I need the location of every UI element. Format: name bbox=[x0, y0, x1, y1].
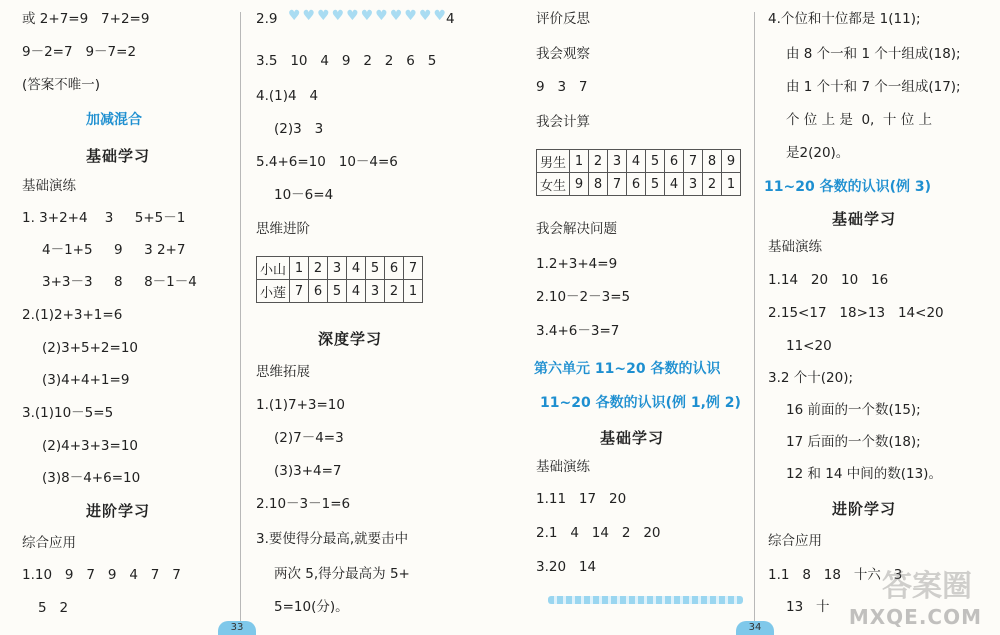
column-3 bbox=[536, 0, 751, 635]
table-cell: 男生 bbox=[537, 150, 570, 173]
table-cell: 5 bbox=[328, 280, 347, 303]
text-line: 5=10(分)。 bbox=[274, 599, 349, 615]
text-line: 基础演练 bbox=[768, 239, 822, 255]
table-cell: 6 bbox=[309, 280, 328, 303]
text-line: 2.(1)2+3+1=6 bbox=[22, 307, 123, 323]
text-line: 1.10 9 7 9 4 7 7 bbox=[22, 567, 181, 583]
text-line: (3)3+4=7 bbox=[274, 463, 342, 479]
column-divider bbox=[754, 12, 755, 622]
table-cell: 6 bbox=[665, 150, 684, 173]
text-line: 3+3－3 8 8－1－4 bbox=[42, 274, 197, 290]
table-row bbox=[537, 173, 741, 196]
table-cell: 4 bbox=[347, 280, 366, 303]
text-line: 1. 3+2+4 3 5+5－1 bbox=[22, 210, 186, 226]
text-line: (3)4+4+1=9 bbox=[42, 372, 130, 388]
text-line: 4.个位和十位都是 1(11); bbox=[768, 11, 921, 27]
text-line: 2.9 bbox=[256, 11, 278, 27]
unit-heading: 第六单元 11~20 各数的认识 bbox=[534, 361, 721, 377]
text-line: 3.20 14 bbox=[536, 559, 597, 575]
text-line: 3.5 10 4 9 2 2 6 5 bbox=[256, 53, 437, 69]
table-cell: 7 bbox=[404, 257, 423, 280]
text-line: 4 bbox=[446, 11, 455, 27]
text-line: 1.2+3+4=9 bbox=[536, 256, 618, 272]
table-cell: 9 bbox=[722, 150, 741, 173]
text-line: 11<20 bbox=[786, 338, 832, 354]
text-line: 我会计算 bbox=[536, 114, 590, 130]
text-line: 我会观察 bbox=[536, 46, 590, 62]
table-cell: 4 bbox=[347, 257, 366, 280]
watermark-logo: 答案圈 bbox=[882, 569, 972, 604]
text-line: 评价反思 bbox=[536, 11, 590, 27]
answer-table bbox=[256, 256, 423, 303]
table-cell: 8 bbox=[589, 173, 608, 196]
text-line: 10－6=4 bbox=[274, 187, 334, 203]
subsection-title: 基础学习 bbox=[86, 147, 151, 165]
lesson-heading: 11~20 各数的认识(例 3) bbox=[764, 179, 931, 195]
text-line: 1.(1)7+3=10 bbox=[256, 397, 345, 413]
table-cell: 4 bbox=[665, 173, 684, 196]
text-line: 1.11 17 20 bbox=[536, 491, 627, 507]
text-line: 综合应用 bbox=[22, 535, 76, 551]
table-cell: 2 bbox=[309, 257, 328, 280]
table-cell: 5 bbox=[646, 173, 665, 196]
text-line: 2.1 4 14 2 20 bbox=[536, 525, 661, 541]
column-divider bbox=[240, 12, 241, 622]
subsection-title: 基础学习 bbox=[832, 210, 897, 228]
text-line: 3.2 个十(20); bbox=[768, 370, 854, 386]
text-line: 3.要使得分最高,就要击中 bbox=[256, 531, 409, 547]
text-line: 基础演练 bbox=[22, 178, 76, 194]
table-cell: 1 bbox=[570, 150, 589, 173]
column-2 bbox=[256, 0, 481, 635]
table-cell: 1 bbox=[722, 173, 741, 196]
page-number: 34 bbox=[736, 621, 774, 635]
text-line: (2)7－4=3 bbox=[274, 430, 344, 446]
answer-table bbox=[536, 149, 741, 196]
text-line: 16 前面的一个数(15); bbox=[786, 402, 921, 418]
text-line: 2.10－2－3=5 bbox=[536, 289, 631, 305]
right-page bbox=[500, 0, 1000, 635]
table-cell: 3 bbox=[608, 150, 627, 173]
decorative-border bbox=[548, 596, 743, 604]
text-line: 17 后面的一个数(18); bbox=[786, 434, 921, 450]
table-cell: 7 bbox=[684, 150, 703, 173]
text-line: 3.4+6－3=7 bbox=[536, 323, 620, 339]
table-cell: 小山 bbox=[257, 257, 290, 280]
text-line: 4－1+5 9 3 2+7 bbox=[42, 242, 186, 258]
column-1 bbox=[22, 0, 237, 635]
text-line: 综合应用 bbox=[768, 533, 822, 549]
table-cell: 6 bbox=[385, 257, 404, 280]
text-line: 基础演练 bbox=[536, 459, 590, 475]
text-line: 5 2 bbox=[38, 600, 69, 616]
text-line: 2.10－3－1=6 bbox=[256, 496, 351, 512]
text-line: 13 十 bbox=[786, 599, 830, 615]
table-cell: 5 bbox=[366, 257, 385, 280]
text-line: (答案不唯一) bbox=[22, 77, 101, 93]
text-line: (2)3+5+2=10 bbox=[42, 340, 139, 356]
subsection-title: 进阶学习 bbox=[86, 502, 151, 520]
text-line: 4.(1)4 4 bbox=[256, 88, 319, 104]
text-line: 思维进阶 bbox=[256, 221, 310, 237]
table-cell: 1 bbox=[404, 280, 423, 303]
subsection-title: 进阶学习 bbox=[832, 500, 897, 518]
text-line: 1.1 8 18 十六 3 bbox=[768, 567, 903, 583]
text-line: (2)3 3 bbox=[274, 121, 324, 137]
text-line: 由 8 个一和 1 个十组成(18); bbox=[786, 46, 961, 62]
text-line: 9－2=7 9－7=2 bbox=[22, 44, 137, 60]
table-cell: 2 bbox=[703, 173, 722, 196]
subsection-title: 基础学习 bbox=[600, 429, 665, 447]
table-cell: 9 bbox=[570, 173, 589, 196]
text-line: 由 1 个十和 7 个一组成(17); bbox=[786, 79, 961, 95]
column-4 bbox=[764, 0, 983, 635]
text-line: (3)8－4+6=10 bbox=[42, 470, 141, 486]
table-cell: 女生 bbox=[537, 173, 570, 196]
table-cell: 2 bbox=[385, 280, 404, 303]
page-number: 33 bbox=[218, 621, 256, 635]
table-row bbox=[257, 280, 423, 303]
decorative-balloons-icon: ♥♥♥♥♥♥♥♥♥♥♥ bbox=[288, 8, 449, 24]
table-cell: 3 bbox=[328, 257, 347, 280]
lesson-heading: 11~20 各数的认识(例 1,例 2) bbox=[540, 395, 741, 411]
text-line: 或 2+7=9 7+2=9 bbox=[22, 11, 150, 27]
text-line: 思维拓展 bbox=[256, 364, 310, 380]
table-row bbox=[537, 150, 741, 173]
text-line: 5.4+6=10 10－4=6 bbox=[256, 154, 398, 170]
table-cell: 1 bbox=[290, 257, 309, 280]
table-cell: 4 bbox=[627, 150, 646, 173]
text-line: 我会解决问题 bbox=[536, 221, 617, 237]
text-line: 3.(1)10－5=5 bbox=[22, 405, 114, 421]
table-row bbox=[257, 257, 423, 280]
table-cell: 7 bbox=[290, 280, 309, 303]
text-line: (2)4+3+3=10 bbox=[42, 438, 139, 454]
text-line: 1.14 20 10 16 bbox=[768, 272, 889, 288]
text-line: 是2(20)。 bbox=[786, 145, 850, 161]
section-heading: 加减混合 bbox=[86, 112, 142, 128]
text-line: 个 位 上 是 0, 十 位 上 bbox=[786, 112, 933, 128]
watermark-text: MXQE.COM bbox=[848, 605, 982, 629]
text-line: 两次 5,得分最高为 5+ bbox=[274, 566, 410, 582]
table-cell: 3 bbox=[684, 173, 703, 196]
table-cell: 2 bbox=[589, 150, 608, 173]
table-cell: 5 bbox=[646, 150, 665, 173]
table-cell: 8 bbox=[703, 150, 722, 173]
subsection-title: 深度学习 bbox=[318, 330, 383, 348]
table-cell: 3 bbox=[366, 280, 385, 303]
table-cell: 小莲 bbox=[257, 280, 290, 303]
text-line: 9 3 7 bbox=[536, 79, 588, 95]
table-cell: 6 bbox=[627, 173, 646, 196]
text-line: 2.15<17 18>13 14<20 bbox=[768, 305, 944, 321]
table-cell: 7 bbox=[608, 173, 627, 196]
text-line: 12 和 14 中间的数(13)。 bbox=[786, 466, 942, 482]
